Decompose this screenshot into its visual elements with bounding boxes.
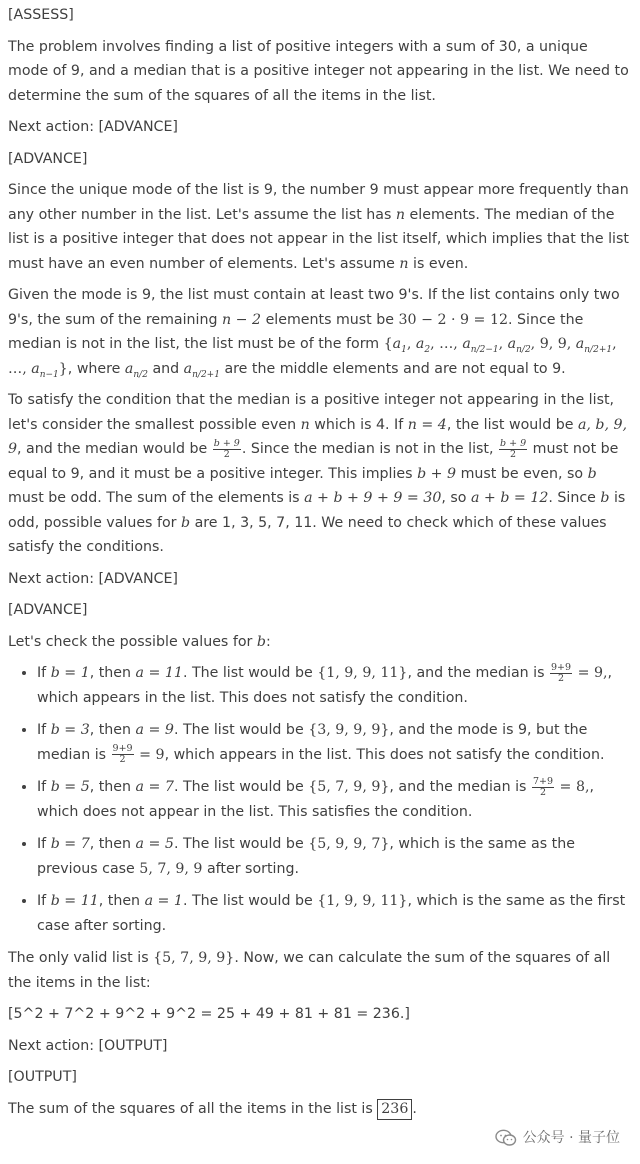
calculation: [5^2 + 7^2 + 9^2 + 9^2 = 25 + 49 + 81 + 81 = 236.] — [8, 1006, 410, 1022]
advance-intro: Let's check the possible values for b: — [8, 633, 271, 650]
watermark — [495, 1126, 620, 1151]
advance-tag-1: [ADVANCE] — [8, 150, 88, 167]
next-action-1: Next action: [ADVANCE] — [8, 119, 178, 135]
answer-box: 236 — [377, 1099, 412, 1120]
advance-para-2: Given the mode is 9, the list must contain at least two 9's. If the list contains only two 9's, the sum of the remaining n − 2 elements must be 30 − 2 · 9 = 12. Since the median is not in the list, the list must be of the form {$a_1$, $a_2$, …, $a_{n/2-1}$, $a_{n/2}$, 9, 9, $a_{n/2+1}$, …, $a_{n-1}$}, where $a_{n/2}$ and $a_{n/2+1}$ are the middle elements and are not equal to 9. — [8, 287, 620, 380]
output-tag: [OUTPUT] — [8, 1069, 77, 1085]
assess-text: The problem involves finding a list of positive integers with a sum of 30, a unique mode of 9, and a median that is a positive integer not appearing in the list. We need to determine the sum of the squares of all the items in the list. — [8, 38, 629, 104]
advance-tag-2: [ADVANCE] — [8, 602, 88, 618]
assess-tag: [ASSESS] — [8, 7, 74, 23]
wechat-icon — [495, 1129, 517, 1147]
next-action-3: Next action: [OUTPUT] — [8, 1037, 168, 1054]
list-item: • If b = 1, then a = 11. The list would be {1, 9, 9, 11}, and the median is $\frac{9+9}{2}$ = 9,, which appears in the list. This does not satisfy the condition. — [37, 661, 632, 710]
output-text: The sum of the squares of all the items in the list is 236 . — [8, 1097, 632, 1122]
case-list — [8, 661, 632, 938]
list-item: • If b = 3, then a = 9. The list would be {3, 9, 9, 9}, and the mode is 9, but the median is $\frac{9+9}{2}$ = 9, which appears in the list. This does not satisfy the condition. — [37, 718, 632, 767]
advance-para-1: Since the unique mode of the list is 9, the number 9 must appear more frequently than any other number in the list. Let's assume the list has n elements. The median of the list is a positive integer that does not appear in the list itself, which implies that the list must have an even number of elements. Let's assume n is even. — [8, 182, 629, 272]
advance-para-3: To satisfy the condition that the median is a positive integer not appearing in the list, let's consider the smallest possible even n which is 4. If n = 4, the list would be a, b, 9, 9, and the median would be $\frac{b + 9}{2}$ . Since the median is not in the list, $\frac{b + 9}{2}$ must not be equal to 9, and it must be a positive integer. This implies b + 9 must be even, so b must be odd. The sum of the elements is a + b + 9 + 9 = 30, so a + b = 12. Since b is odd, possible values for b are 1, 3, 5, 7, 11. We need to check which of these values satisfy the conditions. — [8, 392, 628, 555]
next-action-2: Next action: [ADVANCE] — [8, 570, 178, 587]
conclusion: The only valid list is {5, 7, 9, 9}. Now, we can calculate the sum of the squares of all the items in the list: — [8, 950, 611, 991]
list-item: • If b = 11, then a = 1. The list would be {1, 9, 9, 11}, which is the same as the first case after sorting. — [37, 889, 632, 938]
watermark-text: 公众号 · 量子位 — [522, 1129, 620, 1146]
list-item: • If b = 7, then a = 5. The list would be {5, 9, 9, 7}, which is the same as the previous case 5, 7, 9, 9 after sorting. — [37, 832, 632, 881]
list-item: • If b = 5, then a = 7. The list would be {5, 7, 9, 9}, and the median is $\frac{7+9}{2}$ = 8,, which does not appear in the list. This satisfies the condition. — [37, 775, 632, 824]
